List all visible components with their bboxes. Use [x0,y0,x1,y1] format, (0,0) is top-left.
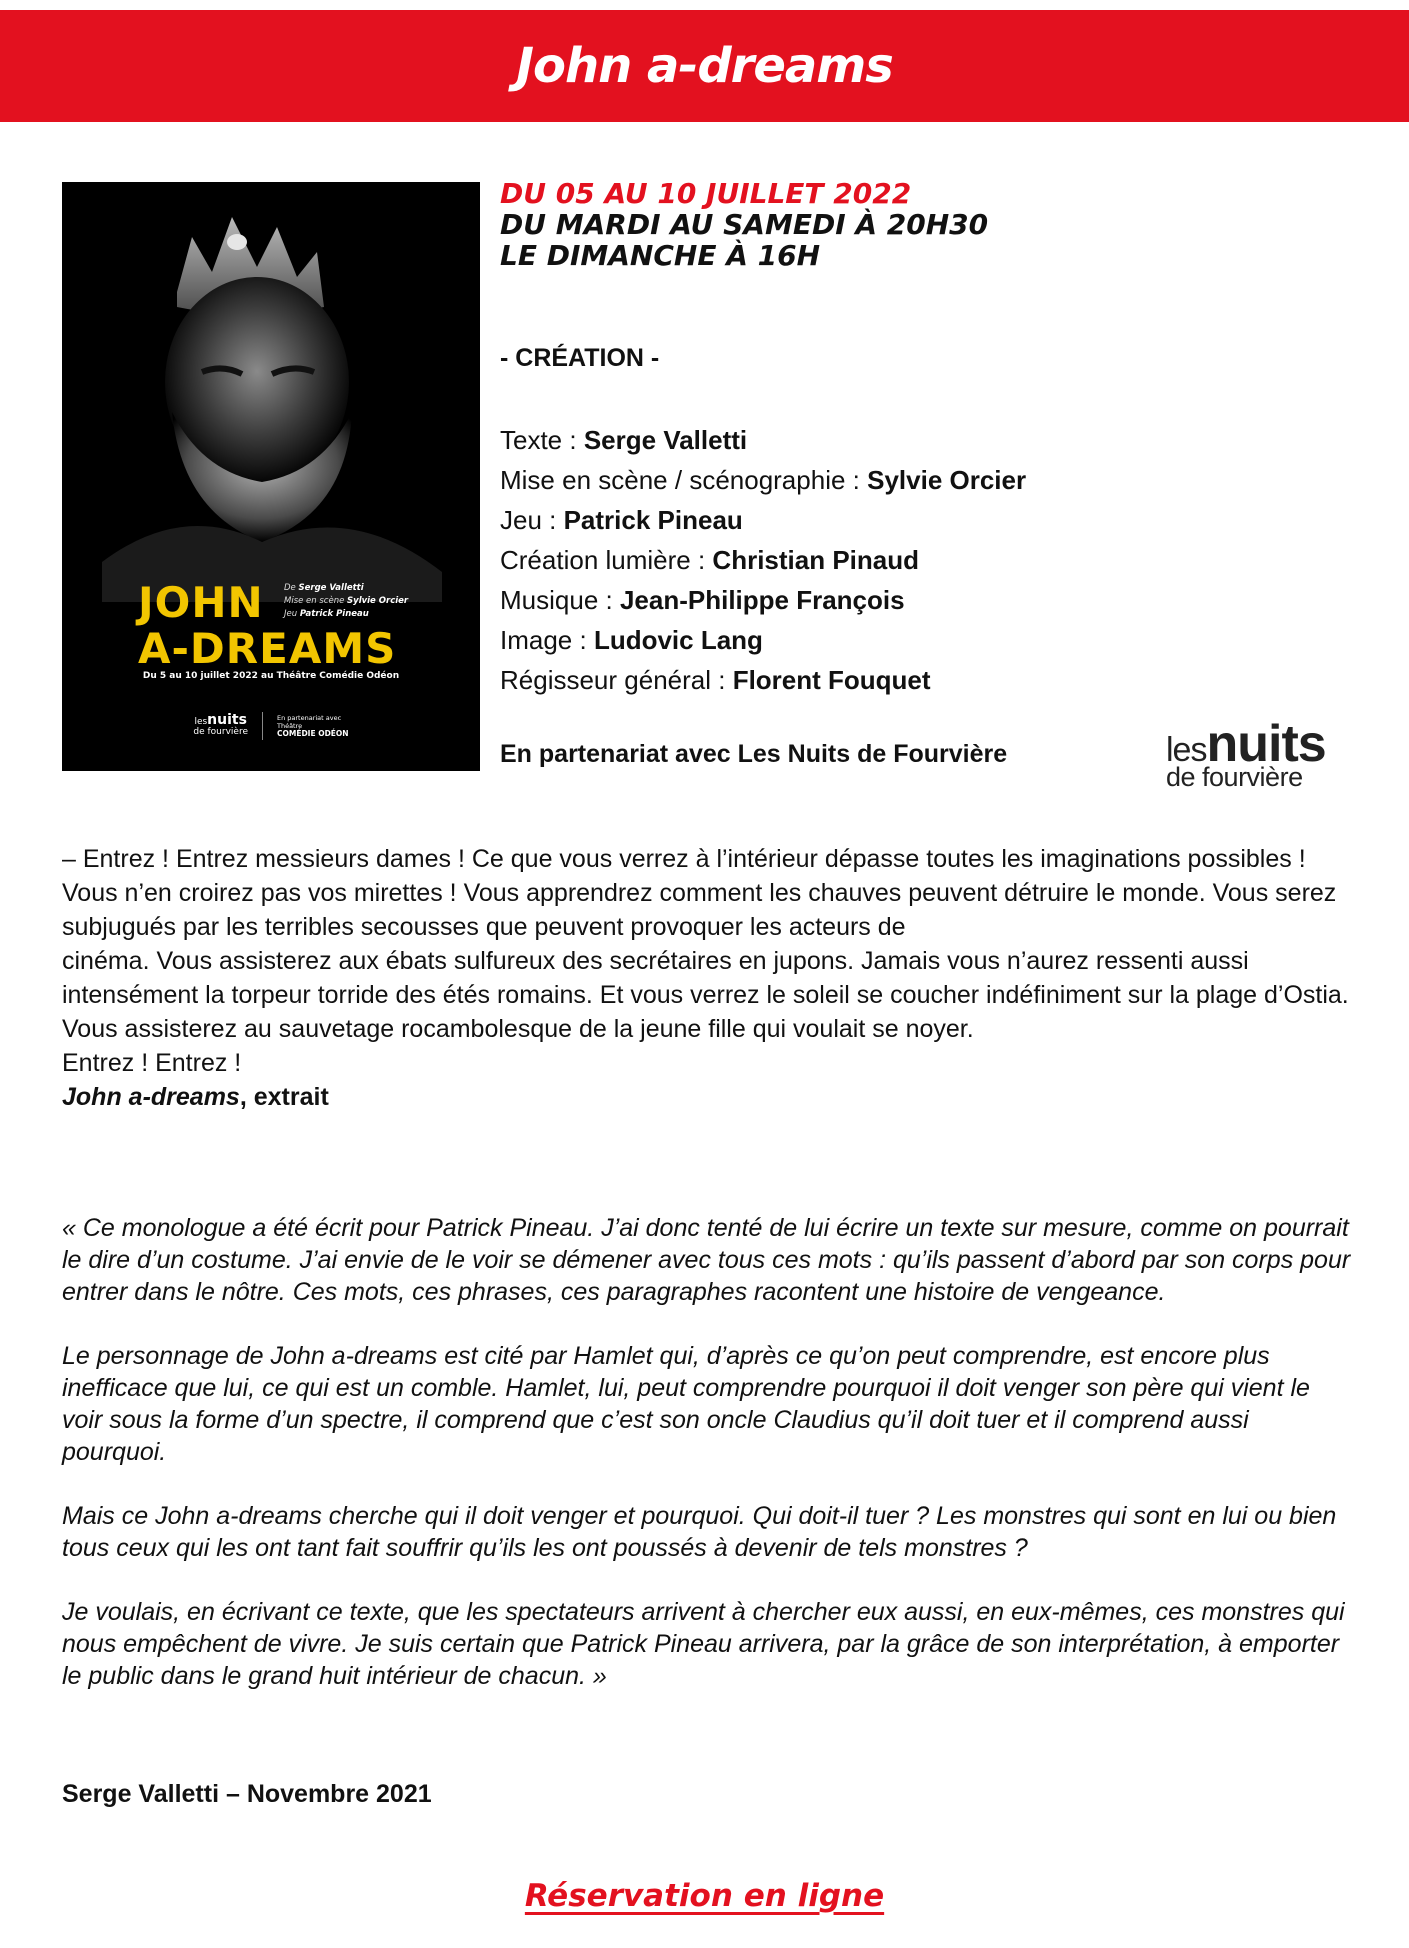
excerpt-paragraph: cinéma. Vous assisterez aux ébats sulfureux des secrétaires en jupons. Jamais vous n’aurez ressenti aussi intensément la torpeur torride des étés romains. Et vous verrez le soleil se coucher indéfiniment sur la plage d’Ostia. Vous assisterez au sauvetage rocambolesque de la jeune fille qui voulait se noyer. [62,947,1349,1043]
poster-portrait-illustration [62,182,480,771]
header-banner [0,10,1409,122]
credit-row [500,540,1026,580]
poster-partner-line2: Théâtre [276,722,303,730]
credits-list [500,420,1026,700]
statement-paragraph: Mais ce John a-dreams cherche qui il doit venger et pourquoi. Qui doit-il tuer ? Les monstres qui sont en lui ou bien tous ceux qui les ont tant fait souffrir qu’ils les ont poussés à devenir de tels monstres ? [62,1502,1337,1562]
credit-role: Jeu : [500,505,564,535]
excerpt-source [62,1080,1352,1114]
creation-label: - CRÉATION - [500,344,660,372]
poster-logo-nuits: nuits [207,712,247,728]
author-signature: Serge Valletti – Novembre 2021 [62,1780,432,1808]
credit-role: Image : [500,625,594,655]
credit-row [500,580,1026,620]
partnership-text: En partenariat avec Les Nuits de Fourvière [500,740,1008,768]
credit-row [500,620,1026,660]
credit-role: Création lumière : [500,545,713,575]
credit-row [500,500,1026,540]
poster-credit-name: Serge Valletti [298,583,364,593]
credit-name: Christian Pinaud [712,545,919,575]
excerpt-paragraph: Entrez ! Entrez ! [62,1049,242,1077]
credit-row [500,460,1026,500]
excerpt-paragraph: – Entrez ! Entrez messieurs dames ! Ce que vous verrez à l’intérieur dépasse toutes les imaginations possibles ! Vous n’en croirez pas vos mirettes ! Vous apprendrez comment les chauves peuvent détruire le monde. Vous serez subjugués par les terribles secousses que peuvent provoquer les acteurs de [62,845,1337,941]
poster-logo-fourviere: de fourvière [193,727,248,737]
poster-dates: Du 5 au 10 juillet 2022 au Théâtre Comédie Odéon [142,671,400,681]
credit-row [500,420,1026,460]
poster-credit-name: Sylvie Orcier [347,596,409,606]
statement-paragraph: « Ce monologue a été écrit pour Patrick Pineau. J’ai donc tenté de lui écrire un texte sur mesure, comme on pourrait le dire d’un costume. J’ai envie de le voir se démener avec tous ces mots : qu’ils passent d’abord par son corps pour entrer dans le nôtre. Ces mots, ces phrases, ces paragraphes racontent une histoire de vengeance. [62,1214,1351,1306]
statement-paragraph: Je voulais, en écrivant ce texte, que les spectateurs arrivent à chercher eux aussi, en eux-mêmes, ces monstres qui nous empêchent de vivre. Je suis certain que Patrick Pineau arrivera, par la grâce de son interprétation, à emporter le public dans le grand huit intérieur de chacun. » [62,1598,1345,1690]
excerpt-source-title: John a-dreams [62,1083,240,1111]
nuits-de-fourviere-logo [1166,715,1366,792]
poster-credit-row [284,608,408,621]
poster-credits [284,582,408,621]
credit-name: Florent Fouquet [732,665,931,695]
poster-partner-line1: En partenariat avec [276,714,342,722]
excerpt-source-suffix: , extrait [239,1083,329,1111]
credit-role: Texte : [500,425,584,455]
poster-title-line1: JOHN [138,578,264,627]
author-statement [62,1212,1352,1724]
page-title: John a-dreams [516,38,893,94]
logo-les: les [1166,731,1207,769]
credit-name: Patrick Pineau [563,505,743,535]
show-poster [62,182,480,771]
credit-role: Musique : [500,585,620,615]
schedule [500,178,988,271]
credit-role: Régisseur général : [500,665,733,695]
credit-name: Sylvie Orcier [867,465,1027,495]
online-booking-link[interactable]: Réservation en ligne [524,1878,885,1914]
poster-divider [262,712,263,740]
credit-name: Serge Valletti [583,425,748,455]
poster-partner-logo [277,714,349,738]
schedule-sunday: LE DIMANCHE À 16H [500,239,821,272]
poster-footer [62,712,480,740]
poster-credit-row [284,595,408,608]
poster-credit-label: De [284,583,296,593]
poster-credit-name: Patrick Pineau [299,609,369,619]
booking-section [0,1878,1409,1914]
schedule-dates: DU 05 AU 10 JUILLET 2022 [500,177,912,210]
statement-paragraph: Le personnage de John a-dreams est cité par Hamlet qui, d’après ce qu’on peut comprendre, est encore plus inefficace que lui, ce qui est un comble. Hamlet, lui, peut comprendre pourquoi il doit venger son père qui vient le voir sous la forme d’un spectre, il comprend que c’est son oncle Claudius qu’il doit tuer et il comprend aussi pourquoi. [62,1342,1310,1466]
poster-credit-label: Jeu [284,609,298,619]
logo-fourviere: de fourvière [1166,762,1303,792]
credit-name: Jean-Philippe François [619,585,905,615]
poster-credit-row [284,582,408,595]
poster-title-line2: A-DREAMS [138,624,397,673]
poster-logo-les: les [194,717,208,727]
logo-nuits: nuits [1206,715,1326,773]
credit-row [500,660,1026,700]
poster-nuits-logo [193,712,248,737]
poster-partner-line3: COMÉDIE ODÉON [276,729,349,738]
credit-role: Mise en scène / scénographie : [500,465,868,495]
credit-name: Ludovic Lang [593,625,763,655]
schedule-weekdays: DU MARDI AU SAMEDI À 20H30 [500,208,989,241]
excerpt [62,842,1352,1114]
poster-credit-label: Mise en scène [284,596,345,606]
